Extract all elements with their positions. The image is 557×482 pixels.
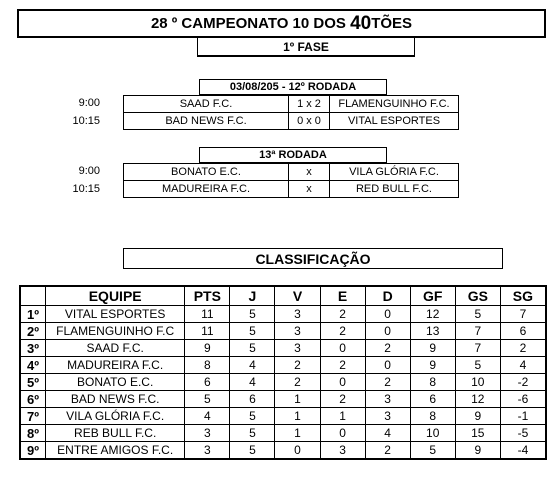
home-team: SAAD F.C.: [124, 96, 289, 113]
round2-header-text: 13ª RODADA: [259, 149, 327, 161]
team: ENTRE AMIGOS F.C.: [46, 442, 185, 460]
phase-label: [197, 38, 415, 57]
d: 2: [365, 374, 410, 391]
table-row: [20, 425, 546, 442]
title-suffix: TÕES: [371, 15, 413, 32]
j: 4: [230, 374, 275, 391]
table-row: [20, 340, 546, 357]
col-header-gf: GF: [410, 286, 455, 306]
table-row: [20, 323, 546, 340]
pts: 4: [185, 408, 230, 425]
gs: 5: [455, 357, 500, 374]
e: 0: [320, 425, 365, 442]
gs: 10: [455, 374, 500, 391]
col-header-sg: SG: [500, 286, 546, 306]
gs: 12: [455, 391, 500, 408]
away-team: FLAMENGUINHO F.C.: [330, 96, 459, 113]
col-header-v: V: [275, 286, 320, 306]
gf: 13: [410, 323, 455, 340]
d: 0: [365, 357, 410, 374]
title-prefix: 28 º CAMPEONATO 10 DOS: [150, 15, 351, 32]
table-row: [20, 408, 546, 425]
d: 3: [365, 391, 410, 408]
match-row: [124, 164, 459, 181]
v: 1: [275, 425, 320, 442]
team: SAAD F.C.: [46, 340, 185, 357]
pts: 3: [185, 425, 230, 442]
j: 5: [230, 442, 275, 460]
pts: 3: [185, 442, 230, 460]
score: x: [289, 181, 330, 198]
away-team: RED BULL F.C.: [330, 181, 459, 198]
standings-title-text: CLASSIFICAÇÃO: [255, 250, 371, 267]
pts: 6: [185, 374, 230, 391]
team: BAD NEWS F.C.: [46, 391, 185, 408]
j: 6: [230, 391, 275, 408]
gf: 8: [410, 408, 455, 425]
j: 5: [230, 323, 275, 340]
gf: 9: [410, 357, 455, 374]
gf: 9: [410, 340, 455, 357]
v: 1: [275, 408, 320, 425]
sg: 2: [500, 340, 546, 357]
v: 2: [275, 357, 320, 374]
score: 0 x 0: [289, 113, 330, 130]
sg: -2: [500, 374, 546, 391]
round1-header-text: 03/08/205 - 12º RODADA: [229, 81, 357, 93]
position: 3º: [20, 340, 46, 357]
away-team: VITAL ESPORTES: [330, 113, 459, 130]
gs: 7: [455, 323, 500, 340]
position: 2º: [20, 323, 46, 340]
team: FLAMENGUINHO F.C: [46, 323, 185, 340]
e: 0: [320, 374, 365, 391]
position: 6º: [20, 391, 46, 408]
position-header: [20, 286, 46, 306]
table-row: [20, 306, 546, 323]
d: 4: [365, 425, 410, 442]
round2-header: [199, 147, 387, 163]
position: 9º: [20, 442, 46, 460]
v: 3: [275, 340, 320, 357]
team: MADUREIRA F.C.: [46, 357, 185, 374]
team: REB BULL F.C.: [46, 425, 185, 442]
v: 0: [275, 442, 320, 460]
table-row: [20, 357, 546, 374]
round1-header: [199, 79, 387, 95]
gf: 12: [410, 306, 455, 323]
team: BONATO E.C.: [46, 374, 185, 391]
standings-body: [20, 306, 546, 460]
e: 0: [320, 340, 365, 357]
sg: -5: [500, 425, 546, 442]
gf: 8: [410, 374, 455, 391]
round1-matches: [123, 95, 459, 130]
gf: 5: [410, 442, 455, 460]
pts: 9: [185, 340, 230, 357]
col-header-j: J: [230, 286, 275, 306]
position: 8º: [20, 425, 46, 442]
position: 1º: [20, 306, 46, 323]
sg: 6: [500, 323, 546, 340]
table-row: [20, 442, 546, 460]
gf: 6: [410, 391, 455, 408]
e: 2: [320, 391, 365, 408]
title-big: 40: [350, 12, 372, 34]
match-row: [124, 113, 459, 130]
gs: 9: [455, 442, 500, 460]
pts: 8: [185, 357, 230, 374]
col-header-d: D: [365, 286, 410, 306]
e: 3: [320, 442, 365, 460]
sg: 7: [500, 306, 546, 323]
home-team: BONATO E.C.: [124, 164, 289, 181]
d: 0: [365, 306, 410, 323]
col-header-team: EQUIPE: [46, 286, 185, 306]
round2-matches: [123, 163, 459, 198]
position: 7º: [20, 408, 46, 425]
position: 4º: [20, 357, 46, 374]
gs: 9: [455, 408, 500, 425]
j: 5: [230, 340, 275, 357]
home-team: BAD NEWS F.C.: [124, 113, 289, 130]
standings-header-row: [20, 286, 546, 306]
pts: 5: [185, 391, 230, 408]
away-team: VILA GLÓRIA F.C.: [330, 164, 459, 181]
match-row: [124, 181, 459, 198]
table-row: [20, 374, 546, 391]
j: 5: [230, 425, 275, 442]
v: 3: [275, 323, 320, 340]
pts: 11: [185, 306, 230, 323]
sg: -6: [500, 391, 546, 408]
pts: 11: [185, 323, 230, 340]
match-row: [124, 96, 459, 113]
gs: 5: [455, 306, 500, 323]
v: 3: [275, 306, 320, 323]
position: 5º: [20, 374, 46, 391]
team: VITAL ESPORTES: [46, 306, 185, 323]
table-row: [20, 391, 546, 408]
gf: 10: [410, 425, 455, 442]
home-team: MADUREIRA F.C.: [124, 181, 289, 198]
col-header-pts: PTS: [185, 286, 230, 306]
d: 2: [365, 340, 410, 357]
standings-title: [123, 248, 503, 269]
d: 2: [365, 442, 410, 460]
d: 0: [365, 323, 410, 340]
col-header-e: E: [320, 286, 365, 306]
standings-table: [19, 285, 547, 460]
round1-match2-time: 10:15: [72, 115, 100, 127]
score: x: [289, 164, 330, 181]
e: 2: [320, 357, 365, 374]
e: 2: [320, 306, 365, 323]
sg: -1: [500, 408, 546, 425]
gs: 15: [455, 425, 500, 442]
j: 5: [230, 306, 275, 323]
v: 1: [275, 391, 320, 408]
sg: -4: [500, 442, 546, 460]
championship-title: [17, 9, 546, 38]
j: 4: [230, 357, 275, 374]
round2-match1-time: 9:00: [78, 165, 100, 177]
score: 1 x 2: [289, 96, 330, 113]
col-header-gs: GS: [455, 286, 500, 306]
round1-match1-time: 9:00: [78, 97, 100, 109]
d: 3: [365, 408, 410, 425]
team: VILA GLÓRIA F.C.: [46, 408, 185, 425]
round2-match2-time: 10:15: [72, 183, 100, 195]
phase-text: 1º FASE: [283, 39, 329, 54]
gs: 7: [455, 340, 500, 357]
sg: 4: [500, 357, 546, 374]
j: 5: [230, 408, 275, 425]
e: 1: [320, 408, 365, 425]
v: 2: [275, 374, 320, 391]
e: 2: [320, 323, 365, 340]
